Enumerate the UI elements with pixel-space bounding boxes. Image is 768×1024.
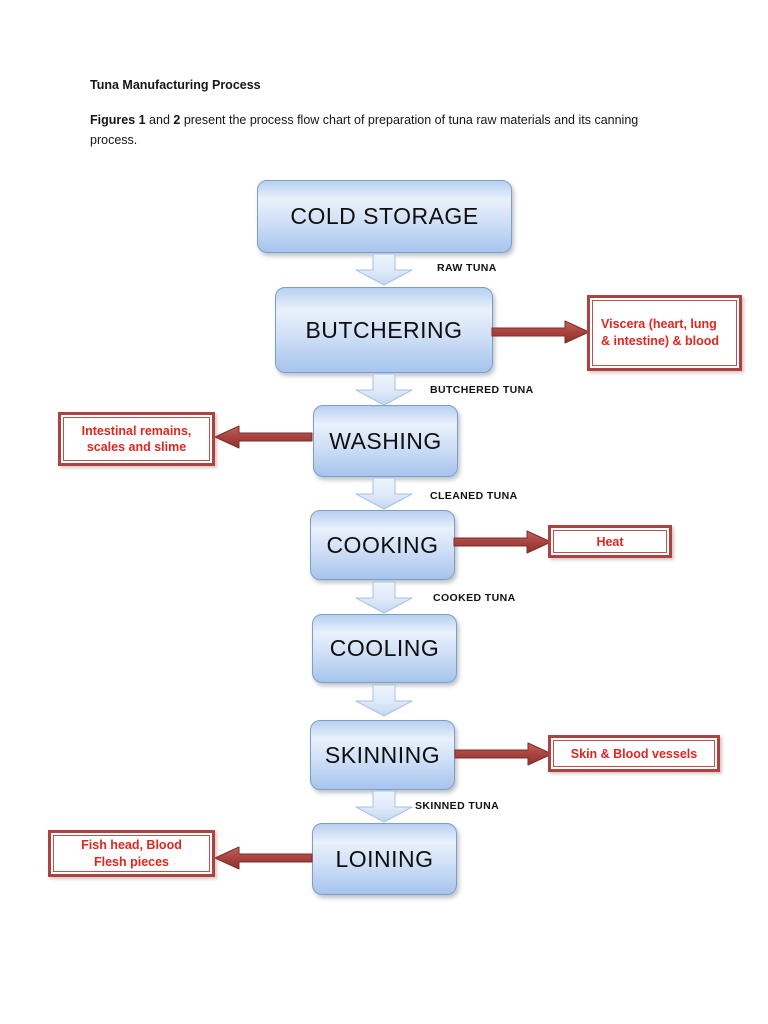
right-arrow-icon (454, 740, 554, 768)
stream-label-skinned-tuna: SKINNED TUNA (415, 800, 500, 812)
output-label: Skin & Blood vessels (570, 746, 698, 761)
process-label: COLD STORAGE (290, 203, 479, 229)
process-label: COOKING (326, 531, 439, 558)
process-label: BUTCHERING (305, 316, 463, 343)
output-box-skin-blood-vessels (548, 735, 720, 772)
down-arrow-icon (355, 684, 413, 717)
stream-label-butchered-tuna: BUTCHERED TUNA (430, 384, 534, 396)
process-label: WASHING (329, 427, 442, 454)
process-label: SKINNING (324, 741, 441, 768)
process-box-loining (312, 823, 457, 895)
process-box-skinning (310, 720, 455, 790)
output-box-heat (548, 525, 672, 558)
stream-label-raw-tuna: RAW TUNA (437, 262, 497, 274)
process-box-washing (313, 405, 458, 477)
stream-label-cleaned-tuna: CLEANED TUNA (430, 490, 518, 502)
output-label: Fish head, Blood Flesh pieces (81, 838, 182, 869)
process-box-butchering (275, 287, 493, 373)
right-arrow-icon (453, 528, 553, 556)
process-label: COOLING (329, 635, 440, 661)
intro-bold-figures: Figures 1 (90, 113, 146, 127)
intro-text-and: and (145, 113, 174, 127)
intro-paragraph (90, 110, 662, 150)
page-title: Tuna Manufacturing Process (90, 78, 261, 92)
left-arrow-icon (213, 844, 313, 872)
output-label: Intestinal remains, scales and slime (81, 423, 192, 454)
down-arrow-icon (355, 373, 413, 406)
output-label: Viscera (heart, lung & intestine) & blood (601, 317, 720, 348)
process-box-cooling (312, 614, 457, 683)
process-box-cooking (310, 510, 455, 580)
down-arrow-icon (355, 477, 413, 510)
process-box-cold-storage (257, 180, 512, 253)
down-arrow-icon (355, 581, 413, 614)
output-label: Heat (596, 534, 624, 549)
output-box-intestinal-remains (58, 412, 215, 466)
intro-text-rest: present the process flow chart of preparation of tuna raw materials and its canning process. (90, 113, 639, 147)
intro-bold-2: 2 (173, 113, 181, 127)
output-box-fish-head (48, 830, 215, 877)
down-arrow-icon (355, 253, 413, 286)
stream-label-cooked-tuna: COOKED TUNA (433, 592, 516, 604)
left-arrow-icon (213, 423, 313, 451)
output-box-viscera (587, 295, 742, 371)
right-arrow-icon (491, 318, 591, 346)
down-arrow-icon (355, 790, 413, 823)
process-label: LOINING (335, 845, 434, 872)
